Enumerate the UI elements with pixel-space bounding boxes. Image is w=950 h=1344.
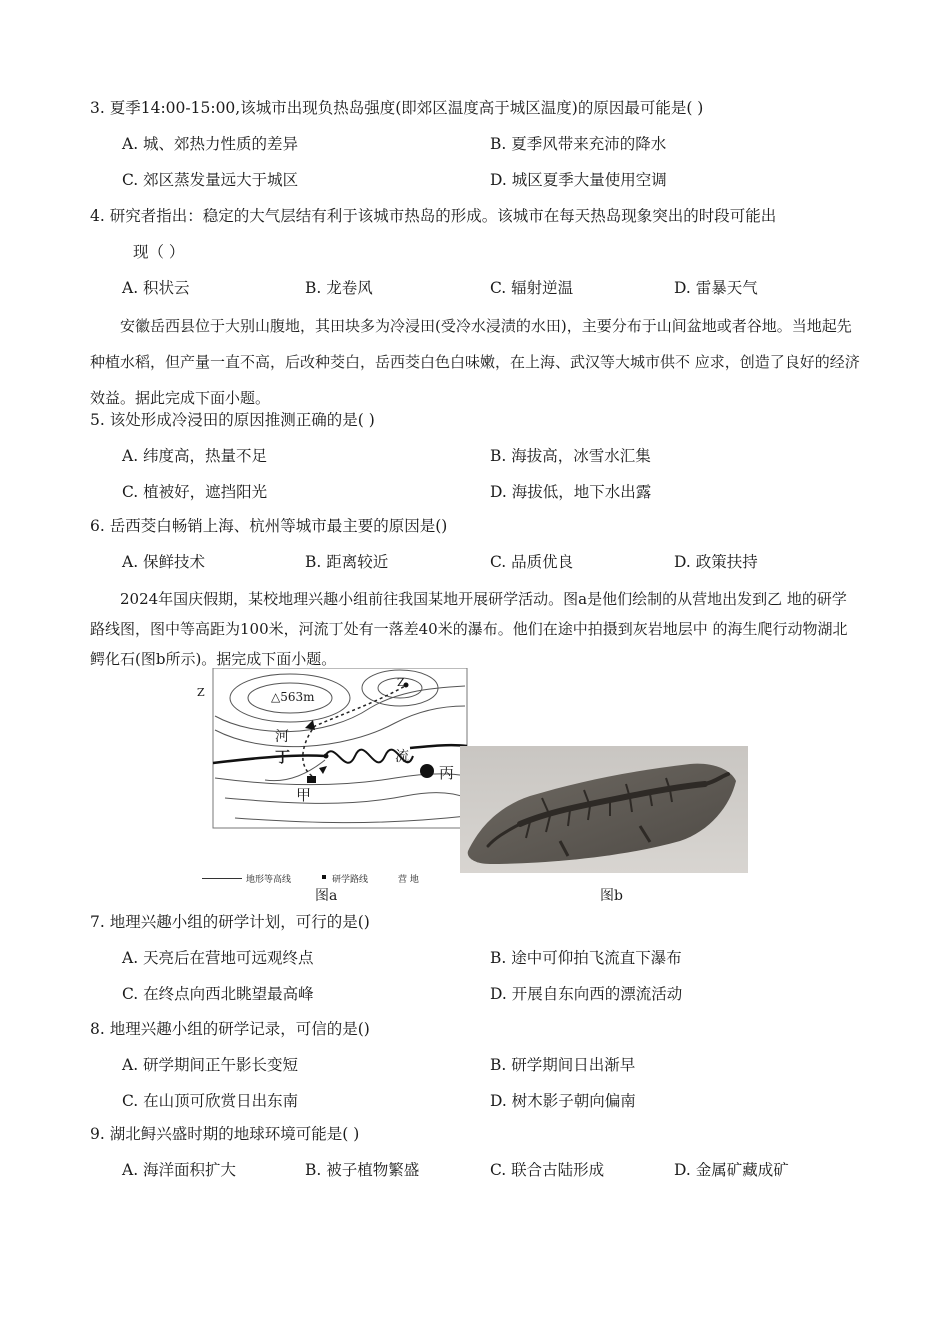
q3-option-d: D. 城区夏季大量使用空调 — [490, 171, 667, 189]
destination-yi-label: Z — [397, 676, 405, 689]
q7-option-c: C. 在终点向西北眺望最高峰 — [122, 985, 314, 1003]
passage-yuexi: 安徽岳西县位于大别山腹地，其田块多为冷浸田(受冷水浸渍的水田)，主要分布于山间盆地或者谷地。当地起先种植水稻，但产量一直不高，后改种茭白，岳西茭白色白味嫩，在上海、武汉等大城市供不 应求，创造了良好的经济效益。据此完成下面小题。 — [90, 317, 860, 407]
q6-option-c: C. 品质优良 — [490, 553, 574, 571]
legend-contour-label: 地形等高线 — [246, 875, 292, 885]
q4-option-a: A. 积状云 — [122, 279, 190, 297]
figure-b-fossil-photo — [460, 746, 748, 873]
legend-route-symbol — [322, 875, 326, 879]
q6-option-a: A. 保鲜技术 — [122, 553, 206, 571]
q9-option-c: C. 联合古陆形成 — [490, 1161, 605, 1179]
q9-option-a: A. 海洋面积扩大 — [122, 1161, 237, 1179]
q5-option-d: D. 海拔低，地下水出露 — [490, 483, 652, 501]
figure-a-contour-map — [195, 668, 470, 858]
river-he-label: 河 — [275, 729, 289, 745]
q3-option-b: B. 夏季风带来充沛的降水 — [490, 135, 667, 153]
q4-option-d: D. 雷暴天气 — [674, 279, 758, 297]
figure-a-legend — [200, 872, 460, 886]
figure-a-caption: 图a — [315, 888, 338, 904]
q8-option-c: C. 在山顶可欣赏日出东南 — [122, 1092, 299, 1110]
peak-elevation-label: △563m — [271, 690, 315, 704]
question-3-stem: 3. 夏季14:00-15:00,该城市出现负热岛强度(即郊区温度高于城区温度)的原因最可能是( ) — [90, 99, 704, 117]
question-4-stem: 4. 研究者指出：稳定的大气层结有利于该城市热岛的形成。该城市在每天热岛现象突出的时段可能出 — [90, 207, 777, 225]
river-liu-label: 流 — [395, 749, 409, 765]
camp-jia-label: 甲 — [296, 786, 312, 804]
q7-option-d: D. 开展自东向西的漂流活动 — [490, 985, 683, 1003]
q8-option-d: D. 树木影子朝向偏南 — [490, 1092, 636, 1110]
q5-option-b: B. 海拔高，冰雪水汇集 — [490, 447, 651, 465]
q8-option-a: A. 研学期间正午影长变短 — [122, 1056, 299, 1074]
waterfall-ding-label: 丁 — [275, 748, 291, 766]
map-z-label: Z — [197, 686, 205, 699]
legend-camp-label: 营 地 — [398, 875, 419, 885]
point-bing-label: 丙 — [439, 764, 455, 782]
legend-route-label: 研学路线 — [332, 875, 369, 885]
q5-option-a: A. 纬度高，热量不足 — [122, 447, 268, 465]
question-9-stem: 9. 湖北鲟兴盛时期的地球环境可能是( ) — [90, 1125, 360, 1143]
figure-b-caption: 图b — [600, 888, 623, 904]
q3-option-c: C. 郊区蒸发量远大于城区 — [122, 171, 299, 189]
q3-option-a: A. 城、郊热力性质的差异 — [122, 135, 299, 153]
q6-option-b: B. 距离较近 — [305, 553, 389, 571]
q9-option-d: D. 金属矿藏成矿 — [674, 1161, 789, 1179]
q7-option-a: A. 天亮后在营地可远观终点 — [122, 949, 314, 967]
q4-option-c: C. 辐射逆温 — [490, 279, 574, 297]
question-4-stem-continued: 现（ ） — [133, 243, 185, 261]
question-6-stem: 6. 岳西茭白畅销上海、杭州等城市最主要的原因是() — [90, 517, 448, 535]
question-8-stem: 8. 地理兴趣小组的研学记录，可信的是() — [90, 1020, 370, 1038]
question-7-stem: 7. 地理兴趣小组的研学计划，可行的是() — [90, 913, 370, 931]
q4-option-b: B. 龙卷风 — [305, 279, 373, 297]
fossil-illustration — [460, 746, 748, 873]
passage-field-trip: 2024年国庆假期，某校地理兴趣小组前往我国某地开展研学活动。图a是他们绘制的从营地出发到乙 地的研学路线图，图中等高距为100米，河流丁处有一落差40米的瀑布。他们在途中拍摄到灰岩地层中 的海生爬行动物湖北鳄化石(图b所示)。据完成下面小题。 — [90, 590, 848, 668]
q5-option-c: C. 植被好，遮挡阳光 — [122, 483, 268, 501]
q8-option-b: B. 研学期间日出渐早 — [490, 1056, 636, 1074]
q7-option-b: B. 途中可仰拍飞流直下瀑布 — [490, 949, 682, 967]
question-5-stem: 5. 该处形成冷浸田的原因推测正确的是( ) — [90, 411, 375, 429]
contour-map-drawing — [195, 668, 470, 858]
q9-option-b: B. 被子植物繁盛 — [305, 1161, 420, 1179]
legend-contour-line-symbol — [202, 878, 242, 879]
q6-option-d: D. 政策扶持 — [674, 553, 758, 571]
